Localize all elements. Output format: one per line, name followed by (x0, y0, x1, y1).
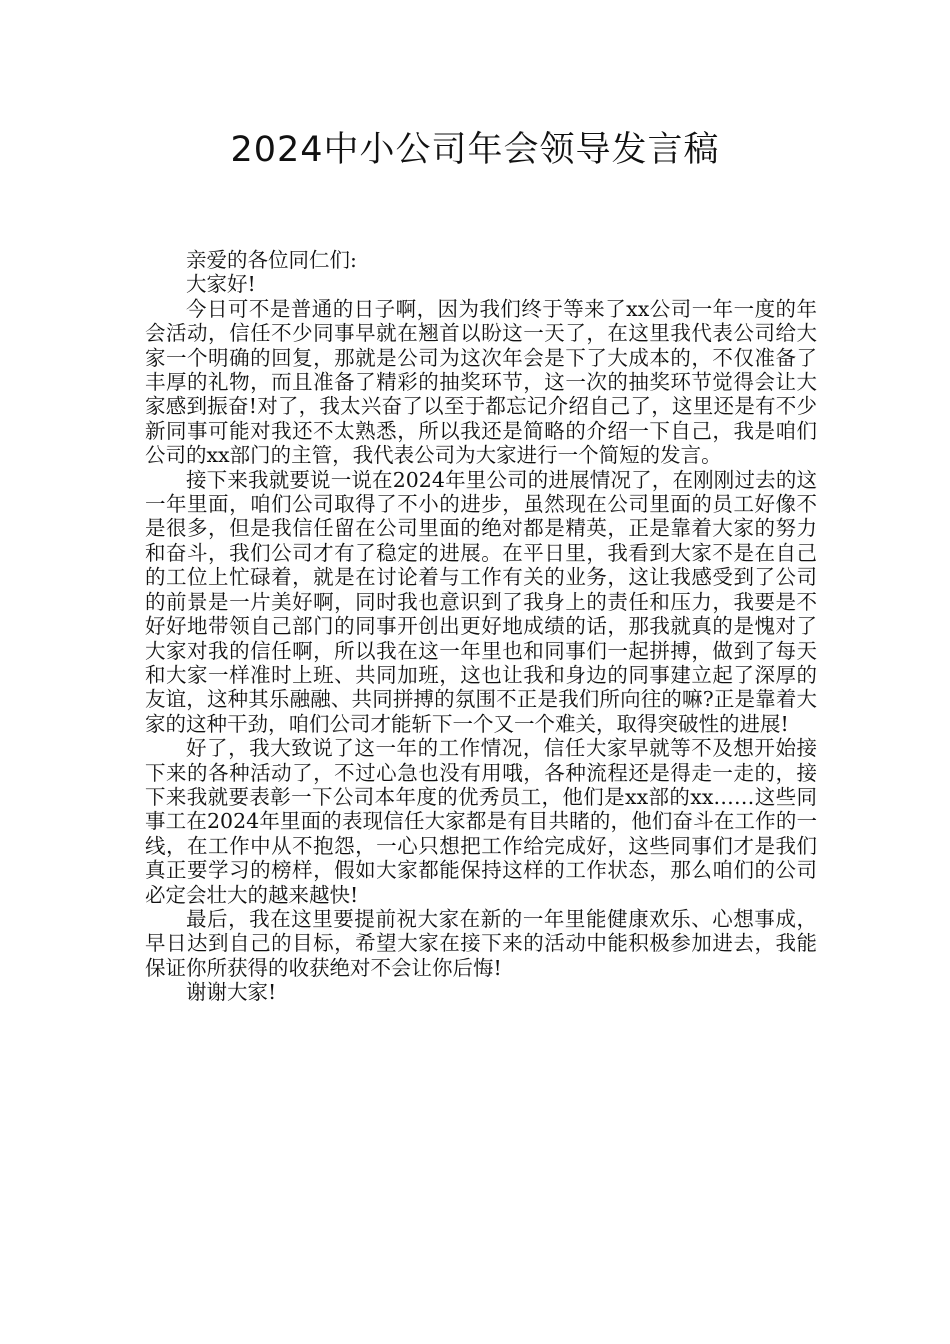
document-title: 2024中小公司年会领导发言稿 (230, 130, 720, 170)
paragraph-progress: 接下来我就要说一说在2024年里公司的进展情况了，在刚刚过去的这一年里面，咱们公司取得了不小的进步，虽然现在公司里面的员工好像不是很多，但是我信任留在公司里面的绝对都是精英，正是靠着大家的努力和奋斗，我们公司才有了稳定的进展。在平日里，我看到大家不是在自己的工位上忙碌着，就是在讨论着与工作有关的业务，这让我感受到了公司的前景是一片美好啊，同时我也意识到了我身上的责任和压力，我要是不好好地带领自己部门的同事开创出更好地成绩的话，那我就真的是愧对了大家对我的信任啊，所以我在这一年里也和同事们一起拼搏，做到了每天和大家一样准时上班、共同加班，这也让我和身边的同事建立起了深厚的友谊，这种其乐融融、共同拼搏的氛围不正是我们所向往的嘛?正是靠着大家的这种干劲，咱们公司才能斩下一个又一个难关，取得突破性的进展! (145, 467, 817, 736)
paragraph-intro: 今日可不是普通的日子啊，因为我们终于等来了xx公司一年一度的年会活动，信任不少同事早就在翘首以盼这一天了，在这里我代表公司给大家一个明确的回复，那就是公司为这次年会是下了大成本的，不仅准备了丰厚的礼物，而且准备了精彩的抽奖环节，这一次的抽奖环节觉得会让大家感到振奋!对了，我太兴奋了以至于都忘记介绍自己了，这里还是有不少新同事可能对我还不太熟悉，所以我还是简略的介绍一下自己，我是咱们公司的xx部门的主管，我代表公司为大家进行一个简短的发言。 (145, 296, 817, 468)
greeting: 大家好! (186, 272, 256, 297)
paragraph-wishes: 最后，我在这里要提前祝大家在新的一年里能健康欢乐、心想事成，早日达到自己的目标，希望大家在接下来的活动中能积极参加进去，我能保证你所获得的收获绝对不会让你后悔! (145, 906, 817, 980)
closing-thanks: 谢谢大家! (186, 980, 277, 1005)
document-body (145, 248, 817, 1005)
salutation: 亲爱的各位同仁们: (186, 248, 357, 272)
paragraph-awards: 好了，我大致说了这一年的工作情况，信任大家早就等不及想开始接下来的各种活动了，不过心急也没有用哦，各种流程还是得走一走的，接下来我就要表彰一下公司本年度的优秀员工，他们是xx部的xx……这些同事工在2024年里面的表现信任大家都是有目共睹的，他们奋斗在工作的一线，在工作中从不抱怨，一心只想把工作给完成好，这些同事们才是我们真正要学习的榜样，假如大家都能保持这样的工作状态，那么咱们的公司必定会壮大的越来越快! (145, 736, 817, 907)
